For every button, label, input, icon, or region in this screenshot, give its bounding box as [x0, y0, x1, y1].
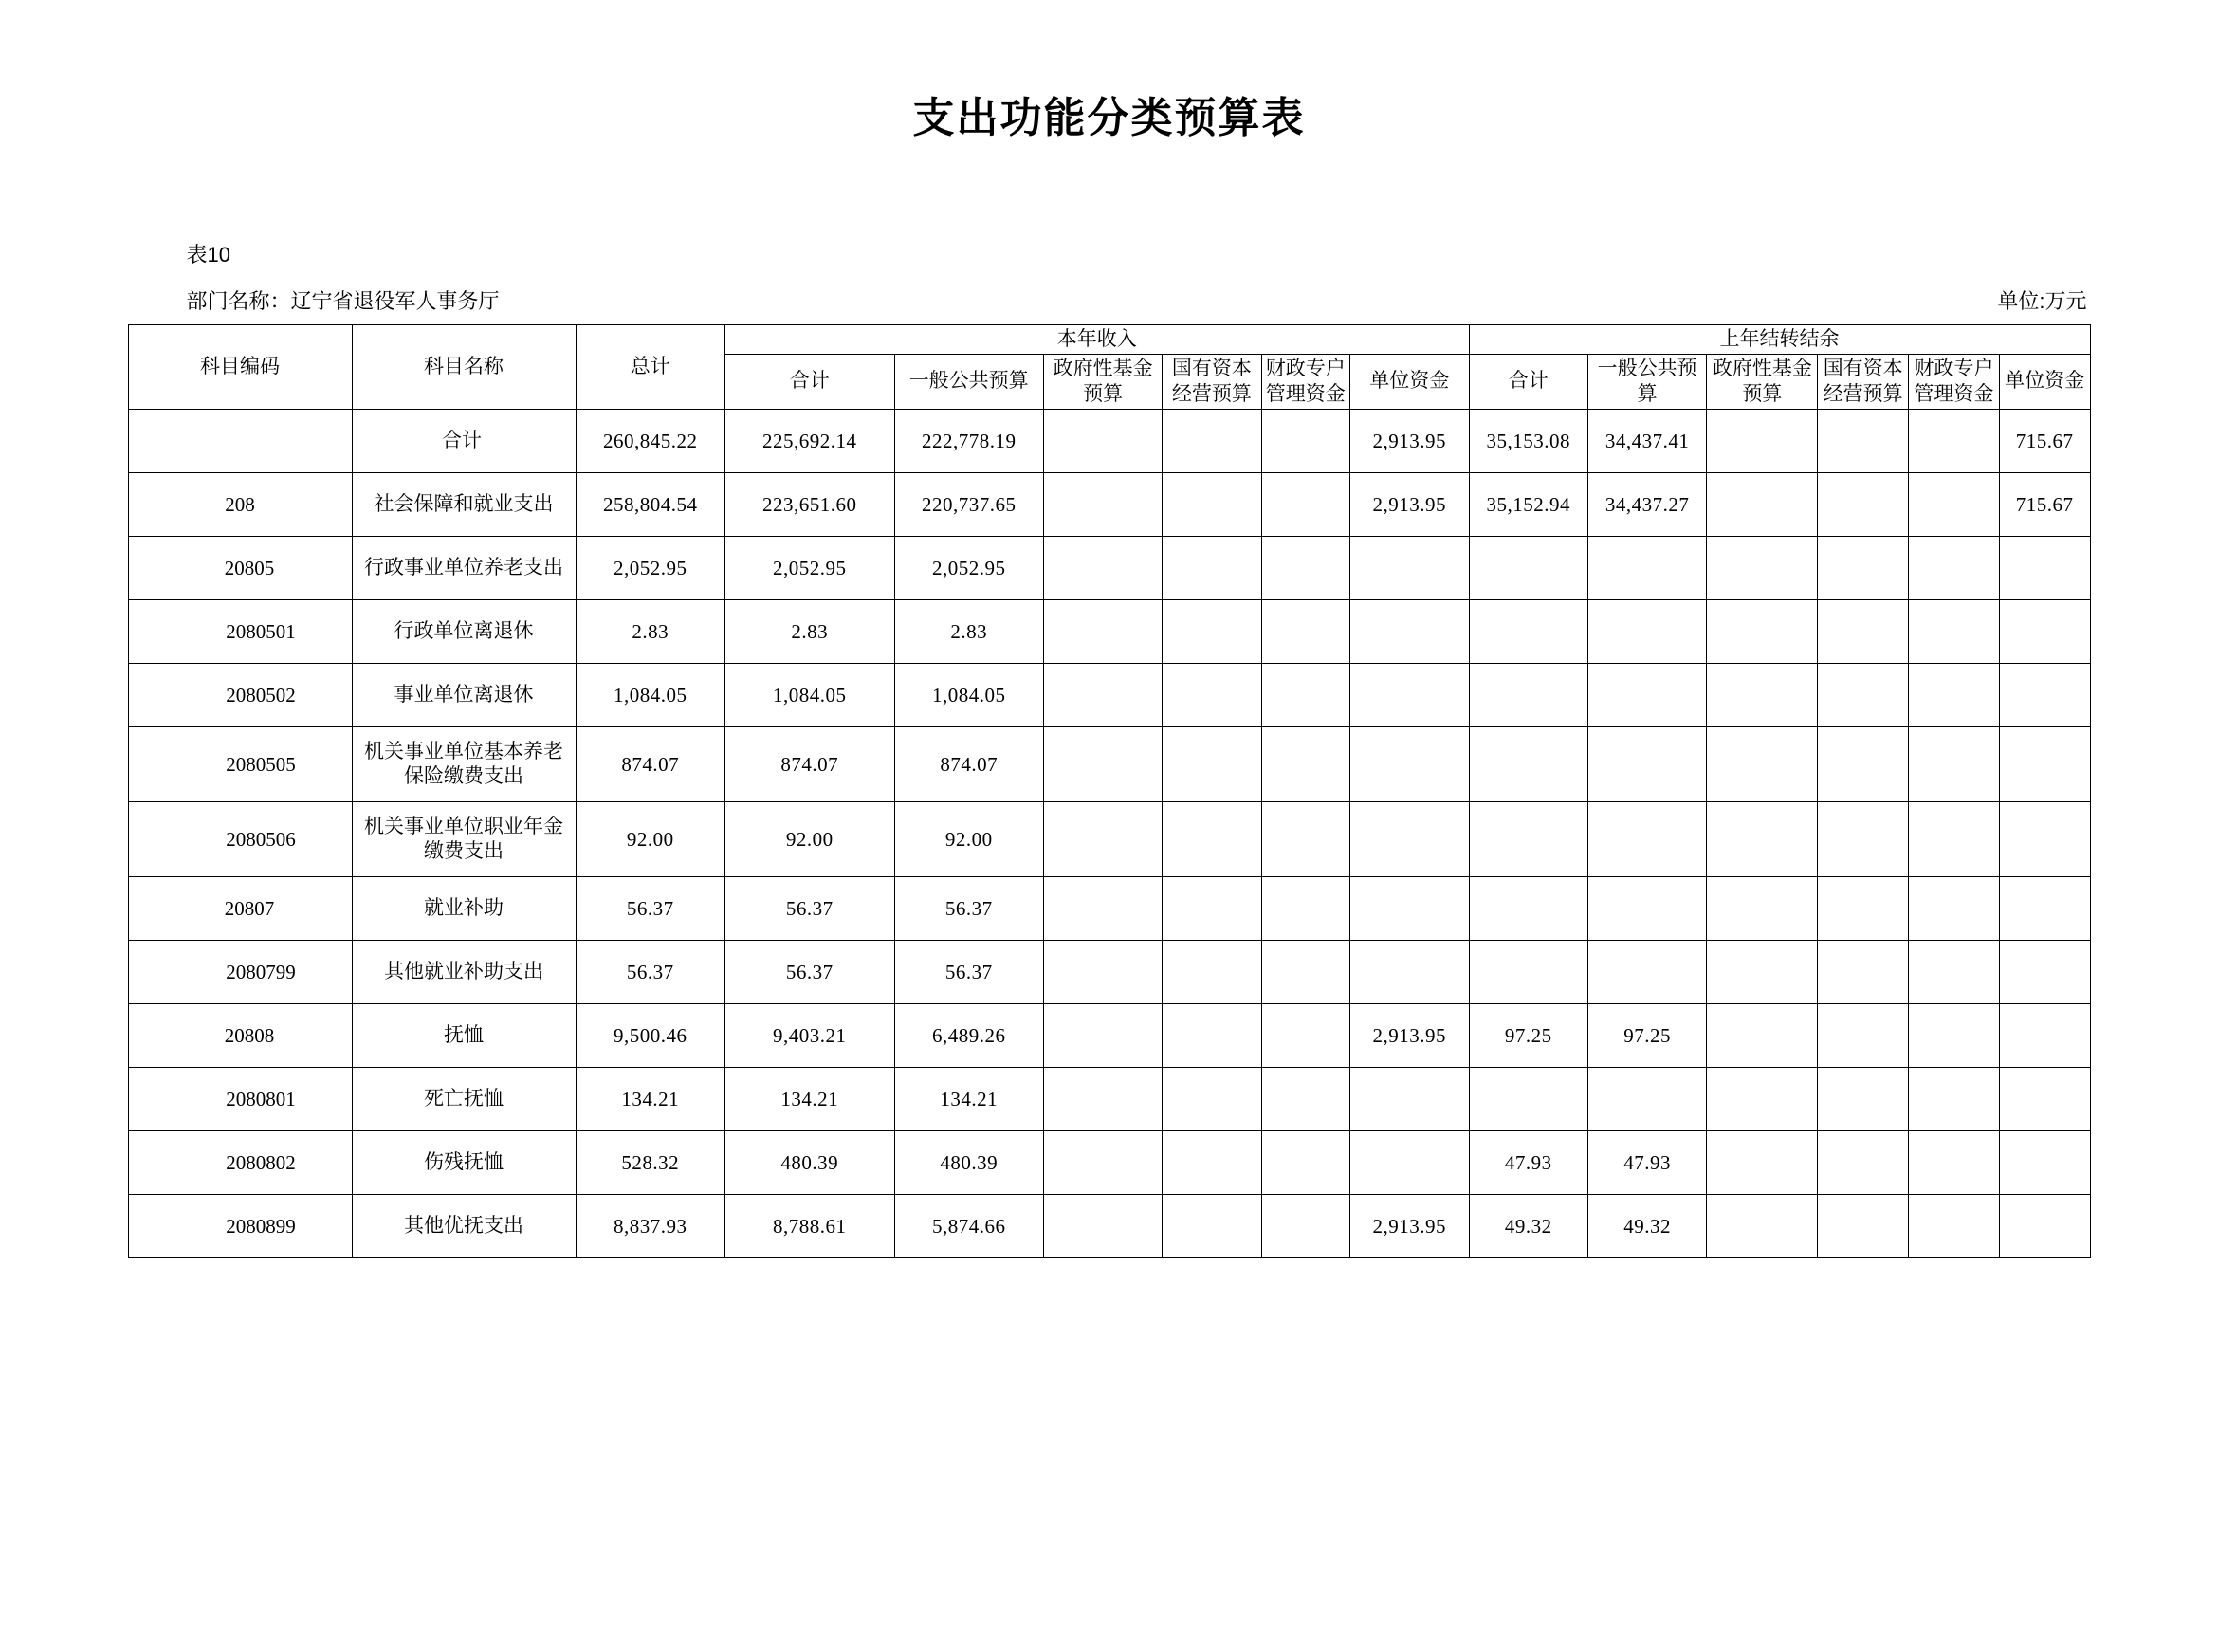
cell-total: 56.37: [576, 876, 724, 940]
cell-year-sum: 225,692.14: [724, 409, 894, 472]
cell-subject-name: 行政单位离退休: [352, 599, 576, 663]
cell-year-gov-fund: [1043, 1194, 1162, 1257]
cell-prev-fiscal-account: [1909, 1003, 2000, 1067]
cell-year-soe-capital: [1163, 599, 1261, 663]
cell-prev-unit-fund: [1999, 801, 2090, 876]
cell-prev-unit-fund: [1999, 599, 2090, 663]
cell-total: 258,804.54: [576, 472, 724, 536]
cell-year-sum: 56.37: [724, 940, 894, 1003]
cell-year-public-budget: 1,084.05: [894, 663, 1043, 726]
cell-prev-gov-fund: [1707, 409, 1818, 472]
cell-year-gov-fund: [1043, 1067, 1162, 1130]
cell-prev-public-budget: [1587, 663, 1706, 726]
cell-year-soe-capital: [1163, 1067, 1261, 1130]
header-col-name: 科目名称: [352, 325, 576, 410]
cell-year-sum: 480.39: [724, 1130, 894, 1194]
cell-prev-unit-fund: [1999, 1130, 2090, 1194]
cell-year-sum: 2.83: [724, 599, 894, 663]
cell-year-unit-fund: [1350, 801, 1469, 876]
page-title: 支出功能分类预算表: [912, 95, 1306, 141]
cell-year-fiscal-account: [1261, 409, 1350, 472]
cell-total: 92.00: [576, 801, 724, 876]
table-body: [128, 409, 2090, 1257]
cell-prev-sum: [1469, 726, 1587, 801]
cell-subject-name: 伤残抚恤: [352, 1130, 576, 1194]
cell-subject-name: 抚恤: [352, 1003, 576, 1067]
cell-year-unit-fund: [1350, 1130, 1469, 1194]
cell-total: 1,084.05: [576, 663, 724, 726]
department-value: 辽宁省退役军人事务厅: [290, 289, 500, 313]
cell-prev-fiscal-account: [1909, 1067, 2000, 1130]
header-year-soe-capital: 国有资本经营预算: [1163, 355, 1261, 410]
cell-prev-sum: [1469, 663, 1587, 726]
cell-prev-sum: 49.32: [1469, 1194, 1587, 1257]
cell-prev-fiscal-account: [1909, 876, 2000, 940]
cell-prev-fiscal-account: [1909, 536, 2000, 599]
cell-prev-gov-fund: [1707, 599, 1818, 663]
cell-year-gov-fund: [1043, 876, 1162, 940]
cell-year-sum: 134.21: [724, 1067, 894, 1130]
header-prev-gov-fund: 政府性基金预算: [1707, 355, 1818, 410]
cell-prev-sum: 97.25: [1469, 1003, 1587, 1067]
cell-prev-fiscal-account: [1909, 409, 2000, 472]
cell-year-sum: 1,084.05: [724, 663, 894, 726]
header-row-groups: [128, 325, 2090, 355]
cell-prev-soe-capital: [1818, 1003, 1909, 1067]
cell-subject-name: 行政事业单位养老支出: [352, 536, 576, 599]
cell-subject-code: 2080505: [128, 726, 352, 801]
cell-year-soe-capital: [1163, 1194, 1261, 1257]
header-prev-sum: 合计: [1469, 355, 1587, 410]
cell-prev-fiscal-account: [1909, 1194, 2000, 1257]
cell-prev-sum: [1469, 1067, 1587, 1130]
cell-subject-code: 2080506: [128, 801, 352, 876]
cell-subject-code: 20808: [128, 1003, 352, 1067]
cell-year-soe-capital: [1163, 472, 1261, 536]
cell-prev-fiscal-account: [1909, 726, 2000, 801]
cell-prev-public-budget: [1587, 801, 1706, 876]
meta-row: [137, 285, 2091, 315]
cell-prev-fiscal-account: [1909, 472, 2000, 536]
cell-prev-soe-capital: [1818, 663, 1909, 726]
cell-year-public-budget: 134.21: [894, 1067, 1043, 1130]
header-group-current-year: 本年收入: [724, 325, 1469, 355]
cell-prev-soe-capital: [1818, 1194, 1909, 1257]
cell-year-soe-capital: [1163, 536, 1261, 599]
cell-prev-soe-capital: [1818, 472, 1909, 536]
cell-subject-code: [128, 409, 352, 472]
cell-year-sum: 874.07: [724, 726, 894, 801]
cell-year-gov-fund: [1043, 1130, 1162, 1194]
cell-prev-unit-fund: [1999, 940, 2090, 1003]
table-row: [128, 1130, 2090, 1194]
table-row: [128, 1003, 2090, 1067]
cell-total: 874.07: [576, 726, 724, 801]
header-group-prev-carryover: 上年结转结余: [1469, 325, 2090, 355]
cell-year-unit-fund: [1350, 726, 1469, 801]
cell-year-public-budget: 92.00: [894, 801, 1043, 876]
cell-year-fiscal-account: [1261, 599, 1350, 663]
cell-year-soe-capital: [1163, 1130, 1261, 1194]
table-row: [128, 801, 2090, 876]
cell-prev-unit-fund: [1999, 876, 2090, 940]
cell-year-public-budget: 874.07: [894, 726, 1043, 801]
cell-year-sum: 8,788.61: [724, 1194, 894, 1257]
cell-prev-gov-fund: [1707, 726, 1818, 801]
table-row: [128, 663, 2090, 726]
cell-year-gov-fund: [1043, 940, 1162, 1003]
cell-prev-gov-fund: [1707, 536, 1818, 599]
cell-year-gov-fund: [1043, 801, 1162, 876]
cell-year-fiscal-account: [1261, 536, 1350, 599]
cell-prev-soe-capital: [1818, 940, 1909, 1003]
cell-subject-code: 208: [128, 472, 352, 536]
table-number: 表10: [186, 243, 230, 266]
cell-prev-fiscal-account: [1909, 801, 2000, 876]
cell-prev-fiscal-account: [1909, 599, 2000, 663]
cell-year-fiscal-account: [1261, 726, 1350, 801]
cell-year-fiscal-account: [1261, 1130, 1350, 1194]
cell-year-gov-fund: [1043, 1003, 1162, 1067]
cell-prev-fiscal-account: [1909, 663, 2000, 726]
cell-subject-code: 20805: [128, 536, 352, 599]
cell-year-fiscal-account: [1261, 1194, 1350, 1257]
cell-prev-public-budget: [1587, 1067, 1706, 1130]
cell-prev-gov-fund: [1707, 1067, 1818, 1130]
cell-prev-public-budget: [1587, 536, 1706, 599]
cell-prev-sum: [1469, 536, 1587, 599]
table-row: [128, 1194, 2090, 1257]
cell-total: 8,837.93: [576, 1194, 724, 1257]
budget-table: [128, 324, 2091, 1258]
cell-prev-public-budget: [1587, 599, 1706, 663]
header-year-gov-fund: 政府性基金预算: [1043, 355, 1162, 410]
department-label: 部门名称：: [186, 289, 291, 313]
cell-prev-sum: 35,153.08: [1469, 409, 1587, 472]
cell-prev-gov-fund: [1707, 1003, 1818, 1067]
cell-prev-sum: [1469, 940, 1587, 1003]
table-row: [128, 940, 2090, 1003]
cell-year-unit-fund: [1350, 536, 1469, 599]
cell-year-public-budget: 6,489.26: [894, 1003, 1043, 1067]
cell-prev-sum: 47.93: [1469, 1130, 1587, 1194]
cell-prev-soe-capital: [1818, 536, 1909, 599]
cell-prev-unit-fund: [1999, 726, 2090, 801]
department-name: [187, 285, 500, 315]
cell-year-fiscal-account: [1261, 940, 1350, 1003]
cell-prev-public-budget: [1587, 726, 1706, 801]
cell-prev-public-budget: 47.93: [1587, 1130, 1706, 1194]
cell-total: 56.37: [576, 940, 724, 1003]
cell-prev-soe-capital: [1818, 876, 1909, 940]
cell-year-fiscal-account: [1261, 663, 1350, 726]
header-prev-soe-capital: 国有资本经营预算: [1818, 355, 1909, 410]
cell-year-sum: 9,403.21: [724, 1003, 894, 1067]
cell-prev-unit-fund: [1999, 1003, 2090, 1067]
cell-prev-gov-fund: [1707, 801, 1818, 876]
cell-year-soe-capital: [1163, 1003, 1261, 1067]
cell-year-soe-capital: [1163, 726, 1261, 801]
cell-subject-name: 其他优抚支出: [352, 1194, 576, 1257]
header-prev-unit-fund: 单位资金: [1999, 355, 2090, 410]
cell-prev-gov-fund: [1707, 472, 1818, 536]
cell-year-public-budget: 2,052.95: [894, 536, 1043, 599]
cell-prev-unit-fund: [1999, 1194, 2090, 1257]
cell-year-public-budget: 220,737.65: [894, 472, 1043, 536]
table-row: [128, 409, 2090, 472]
cell-subject-code: 2080501: [128, 599, 352, 663]
cell-prev-unit-fund: 715.67: [1999, 472, 2090, 536]
header-prev-public-budget: 一般公共预算: [1587, 355, 1706, 410]
cell-year-unit-fund: [1350, 1067, 1469, 1130]
cell-prev-unit-fund: [1999, 1067, 2090, 1130]
cell-year-public-budget: 2.83: [894, 599, 1043, 663]
cell-year-fiscal-account: [1261, 876, 1350, 940]
cell-year-unit-fund: [1350, 599, 1469, 663]
cell-year-gov-fund: [1043, 726, 1162, 801]
cell-year-sum: 56.37: [724, 876, 894, 940]
table-row: [128, 472, 2090, 536]
cell-subject-name: 机关事业单位基本养老保险缴费支出: [352, 726, 576, 801]
cell-subject-name: 社会保障和就业支出: [352, 472, 576, 536]
cell-prev-gov-fund: [1707, 940, 1818, 1003]
cell-subject-code: 2080802: [128, 1130, 352, 1194]
cell-prev-unit-fund: 715.67: [1999, 409, 2090, 472]
header-year-fiscal-account: 财政专户管理资金: [1261, 355, 1350, 410]
cell-prev-public-budget: [1587, 940, 1706, 1003]
cell-prev-unit-fund: [1999, 536, 2090, 599]
header-year-sum: 合计: [724, 355, 894, 410]
cell-prev-public-budget: 49.32: [1587, 1194, 1706, 1257]
table-row: [128, 536, 2090, 599]
cell-subject-code: 2080801: [128, 1067, 352, 1130]
cell-year-gov-fund: [1043, 599, 1162, 663]
header-col-total: 总计: [576, 325, 724, 410]
cell-prev-sum: [1469, 599, 1587, 663]
cell-year-gov-fund: [1043, 409, 1162, 472]
cell-subject-code: 20807: [128, 876, 352, 940]
cell-prev-fiscal-account: [1909, 940, 2000, 1003]
cell-year-sum: 92.00: [724, 801, 894, 876]
cell-subject-code: 2080899: [128, 1194, 352, 1257]
cell-subject-code: 2080502: [128, 663, 352, 726]
cell-subject-name: 其他就业补助支出: [352, 940, 576, 1003]
cell-prev-soe-capital: [1818, 801, 1909, 876]
cell-prev-unit-fund: [1999, 663, 2090, 726]
cell-prev-gov-fund: [1707, 876, 1818, 940]
cell-year-unit-fund: [1350, 663, 1469, 726]
cell-total: 2,052.95: [576, 536, 724, 599]
header-col-code: 科目编码: [128, 325, 352, 410]
cell-prev-soe-capital: [1818, 726, 1909, 801]
header-prev-fiscal-account: 财政专户管理资金: [1909, 355, 2000, 410]
cell-prev-gov-fund: [1707, 1194, 1818, 1257]
cell-total: 2.83: [576, 599, 724, 663]
cell-total: 260,845.22: [576, 409, 724, 472]
cell-year-public-budget: 56.37: [894, 940, 1043, 1003]
table-row: [128, 876, 2090, 940]
cell-prev-soe-capital: [1818, 1067, 1909, 1130]
cell-year-public-budget: 56.37: [894, 876, 1043, 940]
table-row: [128, 726, 2090, 801]
cell-prev-sum: 35,152.94: [1469, 472, 1587, 536]
cell-year-public-budget: 5,874.66: [894, 1194, 1043, 1257]
header-year-public-budget: 一般公共预算: [894, 355, 1043, 410]
cell-prev-sum: [1469, 801, 1587, 876]
cell-subject-code: 2080799: [128, 940, 352, 1003]
cell-prev-fiscal-account: [1909, 1130, 2000, 1194]
cell-year-gov-fund: [1043, 536, 1162, 599]
cell-prev-public-budget: [1587, 876, 1706, 940]
cell-year-unit-fund: 2,913.95: [1350, 1194, 1469, 1257]
cell-subject-name: 就业补助: [352, 876, 576, 940]
cell-prev-soe-capital: [1818, 409, 1909, 472]
cell-prev-soe-capital: [1818, 599, 1909, 663]
cell-year-gov-fund: [1043, 663, 1162, 726]
cell-year-soe-capital: [1163, 663, 1261, 726]
cell-year-public-budget: 222,778.19: [894, 409, 1043, 472]
cell-year-soe-capital: [1163, 801, 1261, 876]
cell-year-fiscal-account: [1261, 1003, 1350, 1067]
cell-year-sum: 2,052.95: [724, 536, 894, 599]
unit-label: 单位:万元: [1997, 289, 2087, 313]
cell-year-fiscal-account: [1261, 472, 1350, 536]
header-year-unit-fund: 单位资金: [1350, 355, 1469, 410]
cell-total: 134.21: [576, 1067, 724, 1130]
cell-subject-name: 机关事业单位职业年金缴费支出: [352, 801, 576, 876]
cell-year-unit-fund: 2,913.95: [1350, 409, 1469, 472]
cell-year-unit-fund: [1350, 876, 1469, 940]
cell-prev-sum: [1469, 876, 1587, 940]
document-page: [0, 83, 2218, 1652]
cell-year-unit-fund: 2,913.95: [1350, 472, 1469, 536]
cell-prev-gov-fund: [1707, 663, 1818, 726]
cell-prev-public-budget: 34,437.27: [1587, 472, 1706, 536]
cell-year-sum: 223,651.60: [724, 472, 894, 536]
cell-year-soe-capital: [1163, 876, 1261, 940]
cell-prev-soe-capital: [1818, 1130, 1909, 1194]
cell-year-soe-capital: [1163, 409, 1261, 472]
cell-year-unit-fund: 2,913.95: [1350, 1003, 1469, 1067]
cell-year-unit-fund: [1350, 940, 1469, 1003]
cell-prev-public-budget: 34,437.41: [1587, 409, 1706, 472]
cell-subject-name: 合计: [352, 409, 576, 472]
table-row: [128, 1067, 2090, 1130]
cell-total: 528.32: [576, 1130, 724, 1194]
table-row: [128, 599, 2090, 663]
cell-prev-public-budget: 97.25: [1587, 1003, 1706, 1067]
cell-total: 9,500.46: [576, 1003, 724, 1067]
cell-year-public-budget: 480.39: [894, 1130, 1043, 1194]
cell-year-fiscal-account: [1261, 1067, 1350, 1130]
document-meta: [128, 239, 2091, 315]
cell-prev-gov-fund: [1707, 1130, 1818, 1194]
cell-year-soe-capital: [1163, 940, 1261, 1003]
cell-year-fiscal-account: [1261, 801, 1350, 876]
cell-subject-name: 死亡抚恤: [352, 1067, 576, 1130]
cell-subject-name: 事业单位离退休: [352, 663, 576, 726]
cell-year-gov-fund: [1043, 472, 1162, 536]
